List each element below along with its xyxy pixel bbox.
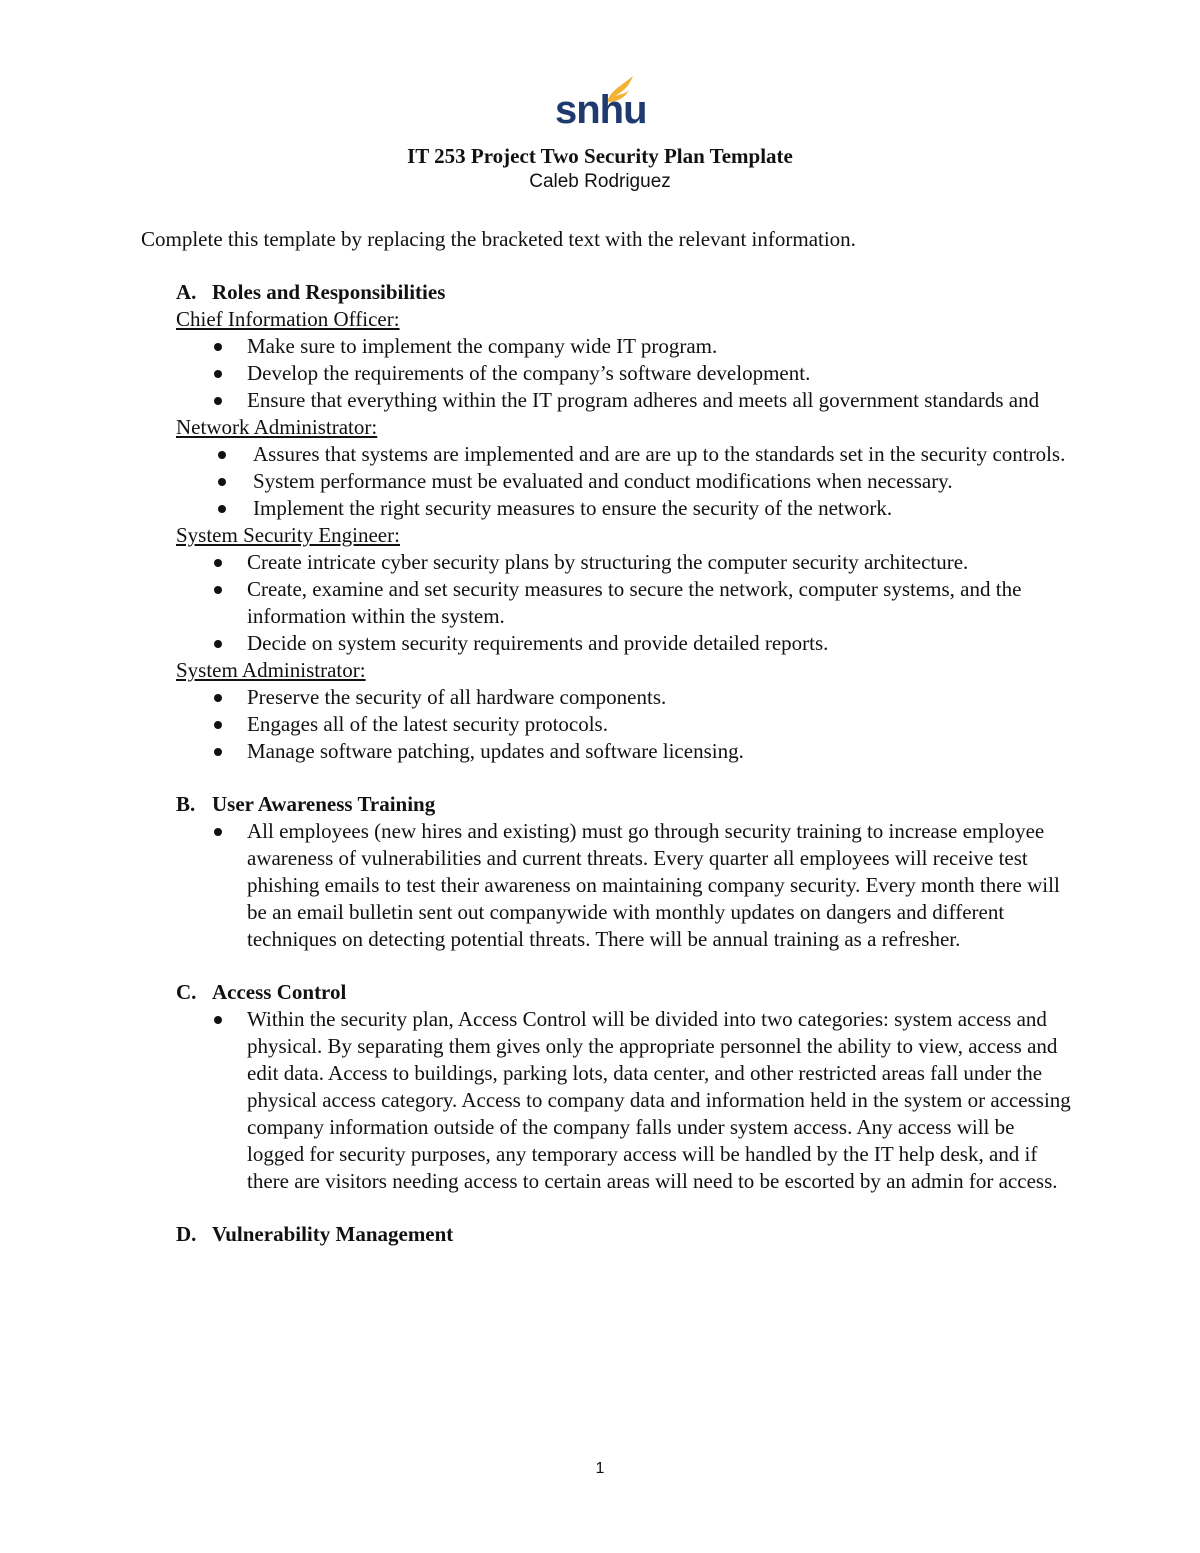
bullet-icon: [214, 370, 222, 378]
role-list-network-admin: [176, 441, 1076, 522]
access-control-list: [176, 1006, 1076, 1195]
snhu-logo: [555, 74, 647, 132]
role-heading-system-admin: System Administrator:: [176, 658, 366, 682]
role-list-system-admin: [176, 684, 1076, 765]
section-title: User Awareness Training: [212, 792, 436, 816]
document-title: IT 253 Project Two Security Plan Template: [407, 144, 793, 168]
section-letter: C.: [176, 980, 197, 1004]
section-title: Roles and Responsibilities: [212, 280, 446, 304]
list-item: System performance must be evaluated and conduct modifications when necessary.: [176, 468, 1076, 495]
section-letter: B.: [176, 792, 196, 816]
bullet-icon: [214, 343, 222, 351]
page-number: 1: [595, 1460, 605, 1477]
bullet-icon: [214, 559, 222, 567]
bullet-icon: [214, 748, 222, 756]
bullet-icon: [214, 586, 222, 594]
bullet-icon: [214, 828, 222, 836]
section-heading-roles: [176, 279, 1076, 306]
document-body: [176, 279, 1076, 1248]
section-heading-training: [176, 791, 1076, 818]
role-list-cio: [176, 333, 1076, 414]
list-item: Decide on system security requirements and provide detailed reports.: [176, 630, 1076, 657]
bullet-icon: [214, 1016, 222, 1024]
section-letter: D.: [176, 1222, 197, 1246]
role-heading-network-admin: Network Administrator:: [176, 415, 378, 439]
section-title: Vulnerability Management: [212, 1222, 454, 1246]
list-item: Engages all of the latest security protocols.: [176, 711, 1076, 738]
author-name: Caleb Rodriguez: [529, 171, 671, 192]
list-item: All employees (new hires and existing) must go through security training to increase employee awareness of vulnerabilities and current threats. Every quarter all employees will receive test phishing emails to test their awareness on maintaining company security. Every month there will be an email bulletin sent out companywide with monthly updates on dangers and different techniques on detecting potential threats. There will be annual training as a refresher.: [176, 818, 1076, 953]
section-heading-vulnerability: [176, 1221, 1076, 1248]
logo-text: snhu: [555, 88, 647, 132]
list-item: Implement the right security measures to ensure the security of the network.: [176, 495, 1076, 522]
list-item: Develop the requirements of the company’s software development.: [176, 360, 1076, 387]
bullet-icon: [218, 505, 226, 513]
list-item: Within the security plan, Access Control will be divided into two categories: system access and physical. By separating them gives only the appropriate personnel the ability to view, access and edit data. Access to buildings, parking lots, data center, and other restricted areas fall under the physical access category. Access to company data and information held in the system or accessing company information outside of the company falls under system access. Any access will be logged for security purposes, any temporary access will be handled by the IT help desk, and if there are visitors needing access to certain areas will need to be escorted by an admin for access.: [176, 1006, 1076, 1195]
list-item: Manage software patching, updates and software licensing.: [176, 738, 1076, 765]
list-item: Create intricate cyber security plans by structuring the computer security architecture.: [176, 549, 1076, 576]
bullet-icon: [214, 640, 222, 648]
training-list: [176, 818, 1076, 953]
bullet-icon: [218, 478, 226, 486]
instruction-text: Complete this template by replacing the bracketed text with the relevant information.: [141, 227, 856, 251]
bullet-icon: [214, 721, 222, 729]
bullet-icon: [214, 397, 222, 405]
role-heading-cio: Chief Information Officer:: [176, 307, 400, 331]
section-letter: A.: [176, 280, 197, 304]
list-item: Ensure that everything within the IT program adheres and meets all government standards and: [176, 387, 1076, 414]
list-item: Make sure to implement the company wide IT program.: [176, 333, 1076, 360]
section-title: Access Control: [212, 980, 347, 1004]
bullet-icon: [214, 694, 222, 702]
bullet-icon: [218, 451, 226, 459]
list-item: Assures that systems are implemented and are are up to the standards set in the security controls.: [176, 441, 1076, 468]
list-item: Preserve the security of all hardware components.: [176, 684, 1076, 711]
list-item: Create, examine and set security measures to secure the network, computer systems, and the information within the system.: [176, 576, 1076, 630]
section-heading-access-control: [176, 979, 1076, 1006]
role-heading-security-engineer: System Security Engineer:: [176, 523, 400, 547]
role-list-security-engineer: [176, 549, 1076, 657]
